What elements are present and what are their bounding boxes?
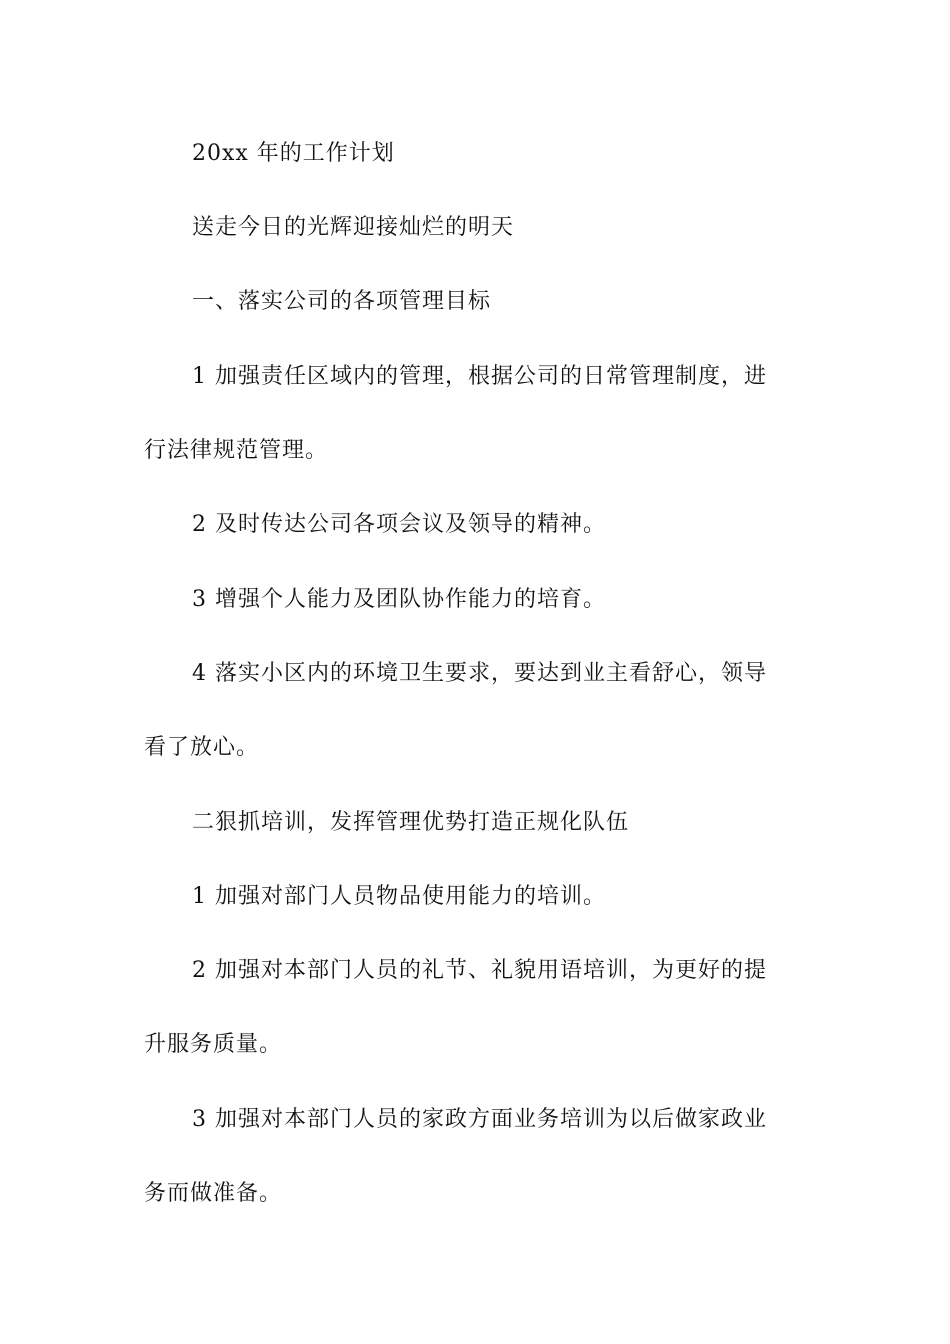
document-title: 20xx 年的工作计划	[192, 141, 395, 166]
section1-heading: 一、落实公司的各项管理目标	[192, 289, 492, 314]
section2-item1: 1 加强对部门人员物品使用能力的培训。	[192, 884, 606, 909]
document-subtitle: 送走今日的光辉迎接灿烂的明天	[192, 215, 515, 240]
section1-item2: 2 及时传达公司各项会议及领导的精神。	[192, 512, 606, 537]
section1-item4-line2: 看了放心。	[144, 735, 260, 760]
section2-heading: 二狠抓培训，发挥管理优势打造正规化队伍	[192, 810, 630, 835]
section1-item3: 3 增强个人能力及团队协作能力的培育。	[192, 587, 606, 612]
section1-item4-line1: 4 落实小区内的环境卫生要求，要达到业主看舒心，领导	[192, 661, 767, 686]
section1-item1-line1: 1 加强责任区域内的管理，根据公司的日常管理制度，进	[192, 364, 767, 389]
section2-item3-line1: 3 加强对本部门人员的家政方面业务培训为以后做家政业	[192, 1107, 767, 1132]
section2-item2-line1: 2 加强对本部门人员的礼节、礼貌用语培训，为更好的提	[192, 958, 767, 983]
section1-item1-line2: 行法律规范管理。	[144, 438, 329, 463]
section2-item2-line2: 升服务质量。	[144, 1032, 283, 1057]
section2-item3-line2: 务而做准备。	[144, 1181, 283, 1206]
